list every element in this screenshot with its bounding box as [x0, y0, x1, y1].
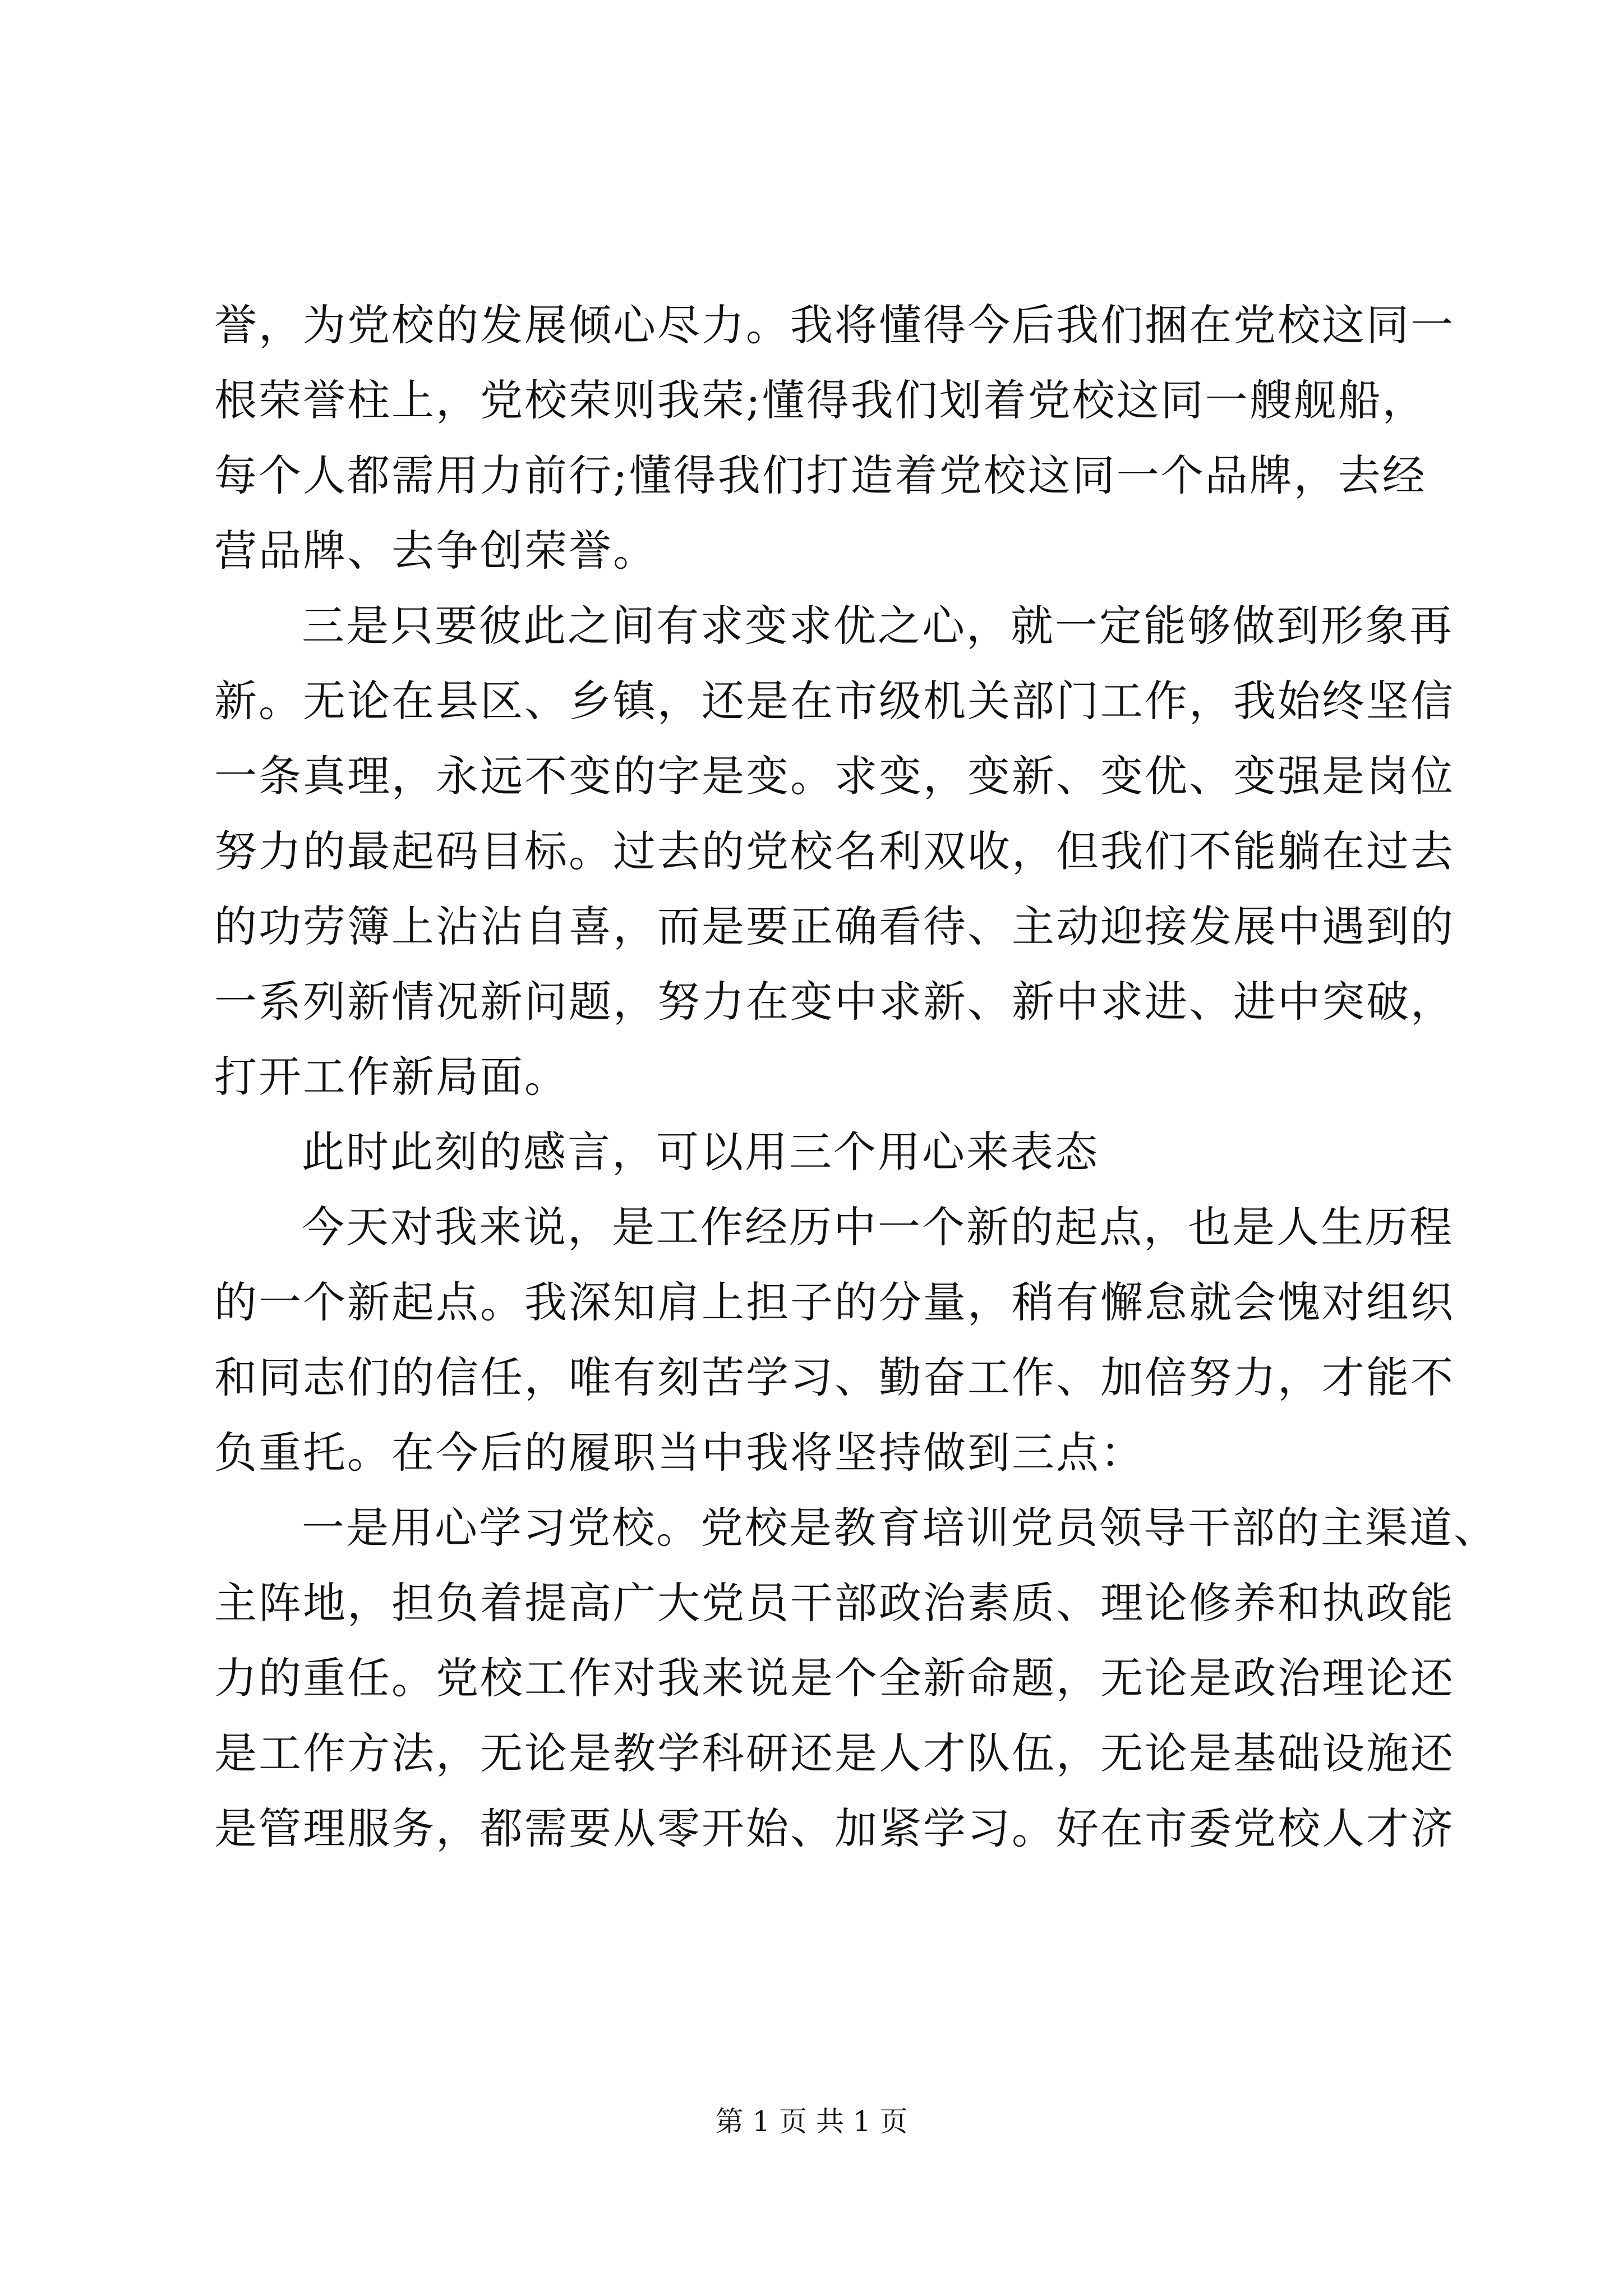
text-line: 是管理服务，都需要从零开始、加紧学习。好在市委党校人才济	[214, 1803, 1455, 1853]
text-line: 营品牌、去争创荣誉。	[214, 526, 657, 576]
text-line: 的功劳簿上沾沾自喜，而是要正确看待、主动迎接发展中遇到的	[214, 901, 1455, 951]
text-line: 力的重任。党校工作对我来说是个全新命题，无论是政治理论还	[214, 1653, 1455, 1703]
text-line: 今天对我来说，是工作经历中一个新的起点，也是人生历程	[302, 1202, 1454, 1252]
text-line: 一是用心学习党校。党校是教育培训党员领导干部的主渠道、	[302, 1503, 1498, 1553]
text-line: 三是只要彼此之间有求变求优之心，就一定能够做到形象再	[302, 601, 1454, 651]
text-line: 一条真理，永远不变的字是变。求变，变新、变优、变强是岗位	[214, 751, 1455, 801]
text-line: 一系列新情况新问题，努力在变中求新、新中求进、进中突破，	[214, 977, 1455, 1027]
text-line: 的一个新起点。我深知肩上担子的分量，稍有懈怠就会愧对组织	[214, 1277, 1455, 1327]
text-line: 主阵地，担负着提高广大党员干部政治素质、理论修养和执政能	[214, 1578, 1455, 1628]
page-footer: 第 1 页 共 1 页	[715, 2105, 908, 2138]
text-line: 负重托。在今后的履职当中我将坚持做到三点：	[214, 1428, 1145, 1478]
text-line: 努力的最起码目标。过去的党校名利双收，但我们不能躺在过去	[214, 826, 1455, 876]
text-line: 每个人都需用力前行;懂得我们打造着党校这同一个品牌，去经	[214, 450, 1427, 500]
text-line: 誉，为党校的发展倾心尽力。我将懂得今后我们捆在党校这同一	[214, 300, 1455, 350]
text-line: 此时此刻的感言，可以用三个用心来表态	[302, 1127, 1099, 1177]
text-line: 新。无论在县区、乡镇，还是在市级机关部门工作，我始终坚信	[214, 676, 1455, 726]
text-line: 打开工作新局面。	[214, 1052, 569, 1102]
text-line: 根荣誉柱上，党校荣则我荣;懂得我们划着党校这同一艘舰船，	[214, 375, 1427, 425]
text-line: 和同志们的信任，唯有刻苦学习、勤奋工作、加倍努力，才能不	[214, 1352, 1455, 1402]
text-line: 是工作方法，无论是教学科研还是人才队伍，无论是基础设施还	[214, 1728, 1455, 1778]
